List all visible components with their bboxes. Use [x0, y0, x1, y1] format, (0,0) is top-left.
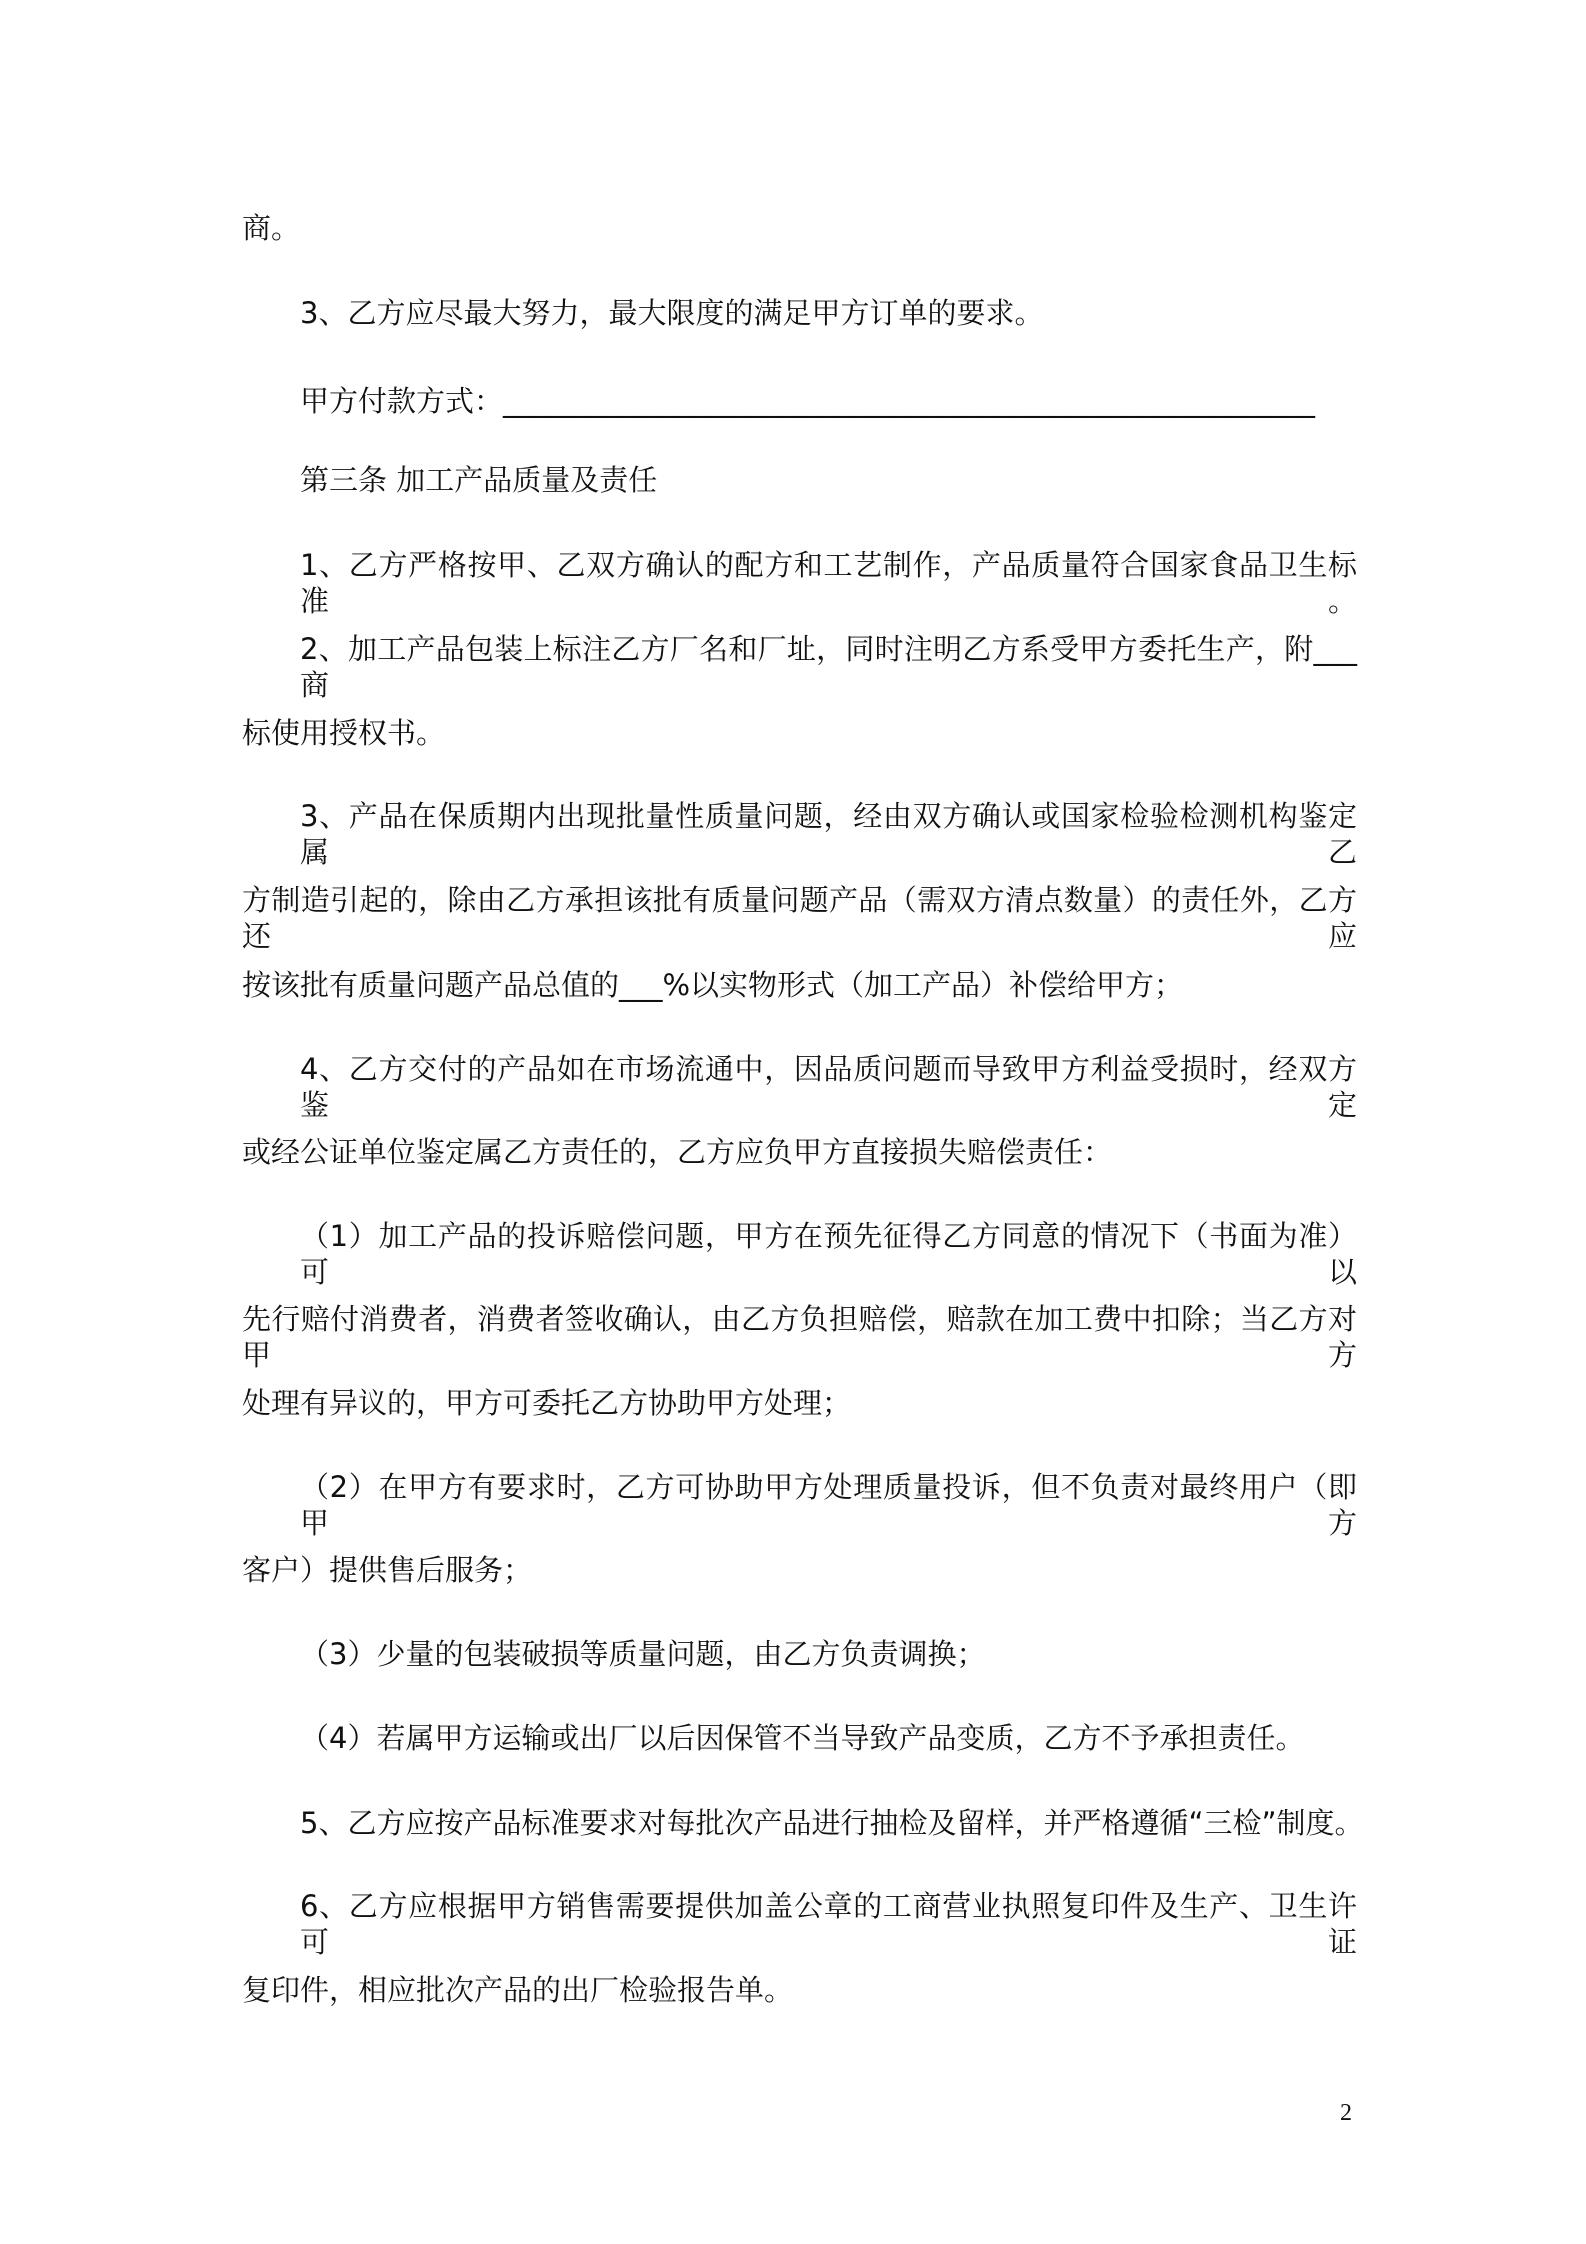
text-line: 客户）提供售后服务；: [242, 1553, 533, 1587]
text-line: 2、加工产品包装上标注乙方厂名和厂址，同时注明乙方系受甲方委托生产，附___商: [300, 632, 1357, 702]
text-line: 或经公证单位鉴定属乙方责任的，乙方应负甲方直接损失赔偿责任：: [242, 1135, 1113, 1169]
text-line: 3、乙方应尽最大努力，最大限度的满足甲方订单的要求。: [300, 296, 1044, 330]
text-line: 处理有异议的，甲方可委托乙方协助甲方处理；: [242, 1386, 852, 1420]
text-line: （3）少量的包装破损等质量问题，由乙方负责调换；: [300, 1637, 986, 1671]
text-line: （2）在甲方有要求时，乙方可协助甲方处理质量投诉，但不负责对最终用户（即甲方: [300, 1470, 1357, 1540]
text-line: 6、乙方应根据甲方销售需要提供加盖公章的工商营业执照复印件及生产、卫生许可证: [300, 1889, 1357, 1959]
page-number: 2: [1340, 2100, 1352, 2126]
text-line: 方制造引起的，除由乙方承担该批有质量问题产品（需双方清点数量）的责任外，乙方还应: [242, 883, 1357, 953]
text-line: 4、乙方交付的产品如在市场流通中，因品质问题而导致甲方利益受损时，经双方鉴定: [300, 1052, 1357, 1122]
section-heading: 第三条 加工产品质量及责任: [300, 463, 658, 497]
text-line: 3、产品在保质期内出现批量性质量问题，经由双方确认或国家检验检测机构鉴定属乙: [300, 799, 1357, 869]
payment-method-line: 甲方付款方式：________________________________________________________: [300, 384, 1316, 418]
text-line: 复印件，相应批次产品的出厂检验报告单。: [242, 1973, 794, 2007]
text-line: （1）加工产品的投诉赔偿问题，甲方在预先征得乙方同意的情况下（书面为准）可以: [300, 1219, 1357, 1289]
text-line: 按该批有质量问题产品总值的___%以实物形式（加工产品）补偿给甲方；: [242, 968, 1184, 1002]
text-line: 标使用授权书。: [242, 716, 446, 750]
text-line: （4）若属甲方运输或出厂以后因保管不当导致产品变质，乙方不予承担责任。: [300, 1721, 1305, 1755]
text-line: 先行赔付消费者，消费者签收确认，由乙方负担赔偿，赔款在加工费中扣除；当乙方对甲方: [242, 1302, 1357, 1372]
text-line: 5、乙方应按产品标准要求对每批次产品进行抽检及留样，并严格遵循“三检”制度。: [300, 1806, 1364, 1840]
text-line: 1、乙方严格按甲、乙双方确认的配方和工艺制作，产品质量符合国家食品卫生标准。: [300, 548, 1357, 618]
text-line: 商。: [242, 211, 301, 245]
